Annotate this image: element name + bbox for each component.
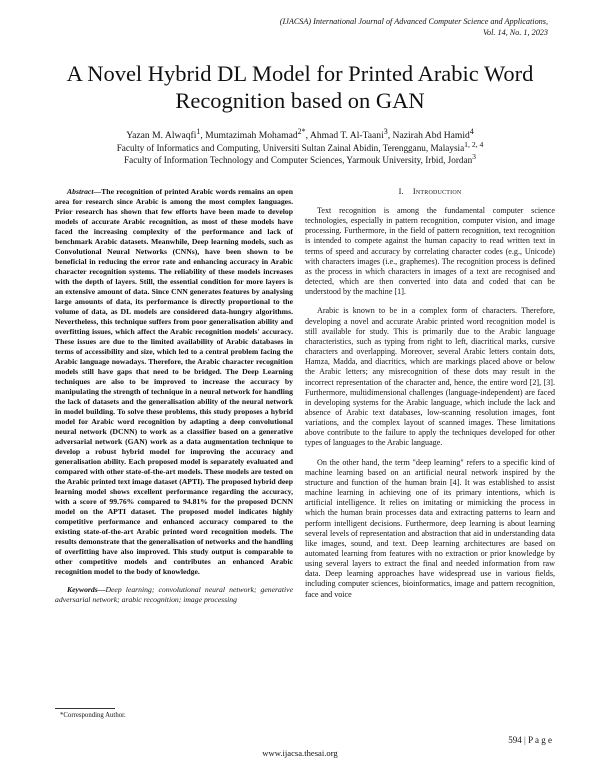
title-line-2: Recognition based on GAN	[175, 88, 425, 113]
affiliation-text: Faculty of Informatics and Computing, Universiti Sultan Zainal Abidin, Terengganu, Malaysia	[116, 143, 465, 154]
affiliation-2	[40, 151, 560, 166]
page-number	[508, 735, 552, 745]
author-sup: 1	[196, 127, 201, 136]
keywords	[55, 585, 293, 605]
left-column	[55, 187, 293, 605]
author-sup: 4	[469, 127, 474, 136]
title-line-1: A Novel Hybrid DL Model for Printed Arabic Word	[66, 61, 534, 86]
author-name: Ahmad T. Al-Taani	[309, 130, 384, 142]
author-sup: 2*	[297, 127, 306, 136]
author-separator: ,	[387, 130, 393, 142]
footnote: *Corresponding Author.	[60, 712, 126, 719]
section-title: Introduction	[412, 187, 462, 196]
affiliation-text: Faculty of Information Technology and Computer Sciences, Yarmouk University, Irbid, Jordan	[124, 155, 473, 166]
author-name: Yazan M. Alwaqfi	[126, 130, 197, 142]
abstract	[55, 187, 293, 577]
affiliation-sup: 1, 2, 4	[464, 140, 484, 149]
author-separator: ,	[305, 130, 310, 142]
abstract-lead: Abstract	[67, 187, 94, 196]
keywords-lead: Keywords—	[67, 585, 106, 594]
body-paragraph: Arabic is known to be in a complex form of characters. Therefore, developing a novel and accurate Arabic printed word recognition model is still available for study. This is primarily due to the Arabic language characteristics, such as typing from right to left, diacritical marks, cursive characters and overlapping. Moreover, several Arabic letters contain dots, Hamza, Madda, and diacritics, which are markings placed above or below the Arabic letters; any misrecognition of these dots may result in the incorrect representation of the character and, hence, the entire word [2], [3]. Furthermore, multidimensional challenges (language-independent) are faced in developing systems for the Arabic language, which include the lack and absence of Arabic text databases, low-scanning resolution images, font variations, and the complex layout of scanned images. These limitations above contribute to the failure to apply the techniques developed for other types of languages to the Arabic language.	[305, 306, 555, 448]
journal-website: www.ijacsa.thesai.org	[262, 748, 338, 758]
footnote-divider	[55, 708, 115, 709]
journal-name: (IJACSA) International Journal of Advanced Computer Science and Applications,	[279, 17, 548, 26]
page-word: P a g e	[528, 735, 552, 745]
page-separator: |	[524, 735, 526, 745]
abstract-text: —The recognition of printed Arabic words remains an open area for research since Arabic is among the most complex languages. Prior research has shown that few efforts have been made to develop models of accurate Arabic recognition, as most of these models have faced the increasing complexity of the performance and lack of benchmark Arabic datasets. Meanwhile, Deep learning models, such as Convolutional Neural Networks (CNNs), have been shown to be beneficial in reducing the error rate and enhancing accuracy in Arabic character recognition systems. The reliability of these models increases with the depth of layers. Still, the essential condition for more layers is an extensive amount of data. Since CNN generates features by analysing large amounts of data, its performance is directly proportional to the volume of data, as DL models are considered data-hungry algorithms. Nevertheless, this technique suffers from poor generalisation ability and overfitting issues, which affect the Arabic recognition models' accuracy. These issues are due to the limited availability of Arabic databases in terms of accessibility and size, which led to a central problem facing the Arabic language nowadays. Therefore, the Arabic character recognition models still have gaps that need to be bridged. The Deep Learning techniques are also to be improved to increase the accuracy by manipulating the strength of technique in a neural network for handling the lack of datasets and the generalisation ability of the neural network in model building. To solve these problems, this study proposes a hybrid model for Arabic word recognition by adapting a deep convolutional neural network (DCNN) to work as a classifier based on a generative adversarial network (GAN) work as a data augmentation technique to develop a robust hybrid model for improving the accuracy and generalisation ability. Each proposed model is separately evaluated and compared with other state-of-the-art models. These models are tested on the Arabic printed text image dataset (APTI). The proposed hybrid deep learning model shows excellent performance regarding the accuracy, with a score of 99.76% compared to 94.81% for the proposed DCNN model on the APTI dataset. The proposed model indicates highly competitive performance and enhanced accuracy compared to the existing state-of-the-art Arabic printed word recognition models. The results demonstrate that the generalisation of networks and the handling of overfitting have also improved. This study output is comparable to other competitive models and contributes an enhanced Arabic recognition model to the body of knowledge.	[55, 187, 293, 576]
body-paragraph: On the other hand, the term "deep learning" refers to a specific kind of machine learning based on an artificial neural network inspired by the structure and function of the human brain [4]. It was established to assist machine learning in achieving one of its primary intentions, which is artificial intelligence. It relies on imitating or mimicking the process in which the human brain processes data and extracting patterns to learn and perform intelligent decisions. Furthermore, deep learning is about learning several levels of representation and abstraction that aid in understanding data like images, sound, and text. Deep learning architectures are based on automated learning from features with no extraction or prior knowledge by using several layers to extract the final and needed information from raw data. Deep learning approaches have widespread use in various fields, including computer sciences, bioinformatics, image and pattern recognition, face and voice	[305, 457, 555, 599]
page-number-value: 594	[508, 735, 522, 745]
author-separator: ,	[200, 130, 206, 142]
right-column	[305, 187, 555, 609]
author-name: Nazirah Abd Hamid	[392, 130, 470, 142]
keywords-text: Deep learning; convolutional neural network; generative adversarial network; arabic recognition; image processing	[55, 585, 293, 604]
journal-header	[248, 16, 548, 38]
affiliation-sup: 3	[472, 152, 476, 161]
section-heading	[305, 187, 555, 197]
author-sup: 3	[383, 127, 388, 136]
section-number: I.	[398, 187, 404, 196]
paper-title	[40, 60, 560, 114]
body-paragraph: Text recognition is among the fundamental computer science technologies, especially in pattern recognition, computer vision, and image processing. Furthermore, in the field of pattern recognition, text recognition is intended to compete against the human capacity to read written text in terms of speed and accuracy by correlating character codes (e.g., Unicode) with characters images (i.e., graphemes). The recognition process is defined as the process in which characters in images of a text are recognised and detected, which are then converted into data and coded that can be understood by the machine [1].	[305, 206, 555, 297]
journal-volume: Vol. 14, No. 1, 2023	[482, 28, 548, 37]
author-name: Mumtazimah Mohamad	[205, 130, 298, 142]
